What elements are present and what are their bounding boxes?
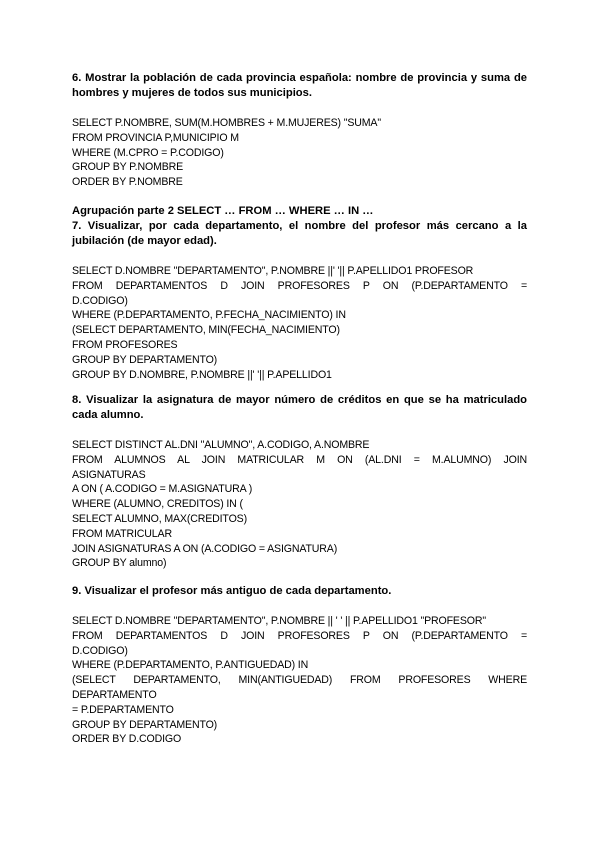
code-line: FROM MATRICULAR <box>72 527 172 540</box>
q8-title <box>72 393 527 423</box>
code-line: WHERE (P.DEPARTAMENTO, P.ANTIGUEDAD) IN <box>72 659 309 672</box>
q9-title-line1: 9. Visualizar el profesor más antiguo de cada departamento. <box>72 585 392 597</box>
q8-title-line2: cada alumno. <box>72 409 144 421</box>
code-line: (SELECT DEPARTAMENTO, MIN(FECHA_NACIMIENTO) <box>72 324 340 337</box>
code-line: FROM DEPARTAMENTOS D JOIN PROFESORES P ON (P.DEPARTAMENTO = <box>72 629 527 642</box>
section-q9 <box>72 584 527 747</box>
code-line: JOIN ASIGNATURAS A ON (A.CODIGO = ASIGNATURA) <box>72 542 338 555</box>
q6-title <box>72 71 527 101</box>
q7-title <box>72 219 527 249</box>
code-line: SELECT ALUMNO, MAX(CREDITOS) <box>72 512 247 525</box>
code-line: DEPARTAMENTO <box>72 688 157 701</box>
code-line: A ON ( A.CODIGO = M.ASIGNATURA ) <box>72 483 253 496</box>
code-line: (SELECT DEPARTAMENTO, MIN(ANTIGUEDAD) FROM PROFESORES WHERE <box>72 674 527 687</box>
code-line: WHERE (ALUMNO, CREDITOS) IN ( <box>72 498 243 511</box>
code-line: FROM DEPARTAMENTOS D JOIN PROFESORES P ON (P.DEPARTAMENTO = <box>72 279 527 292</box>
q7-title-line2: jubilación (de mayor edad). <box>72 235 217 247</box>
code-line: GROUP BY D.NOMBRE, P.NOMBRE ||' '|| P.APELLIDO1 <box>72 368 332 381</box>
code-line: FROM ALUMNOS AL JOIN MATRICULAR M ON (AL.DNI = M.ALUMNO) JOIN <box>72 453 527 466</box>
code-line: FROM PROFESORES <box>72 338 178 351</box>
code-line: GROUP BY DEPARTAMENTO) <box>72 718 218 731</box>
code-line: FROM PROVINCIA P,MUNICIPIO M <box>72 131 239 144</box>
code-line: SELECT DISTINCT AL.DNI "ALUMNO", A.CODIGO, A.NOMBRE <box>72 439 370 451</box>
code-line: GROUP BY P.NOMBRE <box>72 161 184 174</box>
code-line: GROUP BY alumno) <box>72 557 167 570</box>
code-line: SELECT D.NOMBRE "DEPARTAMENTO", P.NOMBRE || ' ' || P.APELLIDO1 "PROFESOR" <box>72 615 486 627</box>
code-line: D.CODIGO) <box>72 294 128 307</box>
code-line: ORDER BY D.CODIGO <box>72 733 182 746</box>
q6-title-line1: 6. Mostrar la población de cada provincia española: nombre de provincia y suma de <box>72 72 527 84</box>
q9-code <box>72 614 527 747</box>
section-q6 <box>72 71 527 190</box>
q8-title-line1: 8. Visualizar la asignatura de mayor número de créditos en que se ha matriculado <box>72 394 527 406</box>
q8-code <box>72 438 527 571</box>
code-line: ORDER BY P.NOMBRE <box>72 176 183 189</box>
code-line: WHERE (M.CPRO = P.CODIGO) <box>72 146 224 159</box>
q6-title-line2: hombres y mujeres de todos sus municipios. <box>72 87 312 99</box>
code-line: SELECT D.NOMBRE "DEPARTAMENTO", P.NOMBRE ||' '|| P.APELLIDO1 PROFESOR <box>72 265 474 277</box>
q7-heading-text: Agrupación parte 2 SELECT … FROM … WHERE … IN … <box>72 205 374 217</box>
q9-title <box>72 584 527 599</box>
q7-title-line1: 7. Visualizar, por cada departamento, el nombre del profesor más cercano a la <box>72 220 527 232</box>
q6-code <box>72 116 527 190</box>
code-line: ASIGNATURAS <box>72 468 146 481</box>
code-line: D.CODIGO) <box>72 644 128 657</box>
code-line: WHERE (P.DEPARTAMENTO, P.FECHA_NACIMIENTO) IN <box>72 309 346 322</box>
section-q7 <box>72 204 527 382</box>
q7-heading <box>72 204 527 219</box>
section-q8 <box>72 393 527 571</box>
code-line: SELECT P.NOMBRE, SUM(M.HOMBRES + M.MUJERES) "SUMA" <box>72 117 381 129</box>
code-line: = P.DEPARTAMENTO <box>72 703 174 716</box>
code-line: GROUP BY DEPARTAMENTO) <box>72 353 218 366</box>
q7-code <box>72 264 527 382</box>
